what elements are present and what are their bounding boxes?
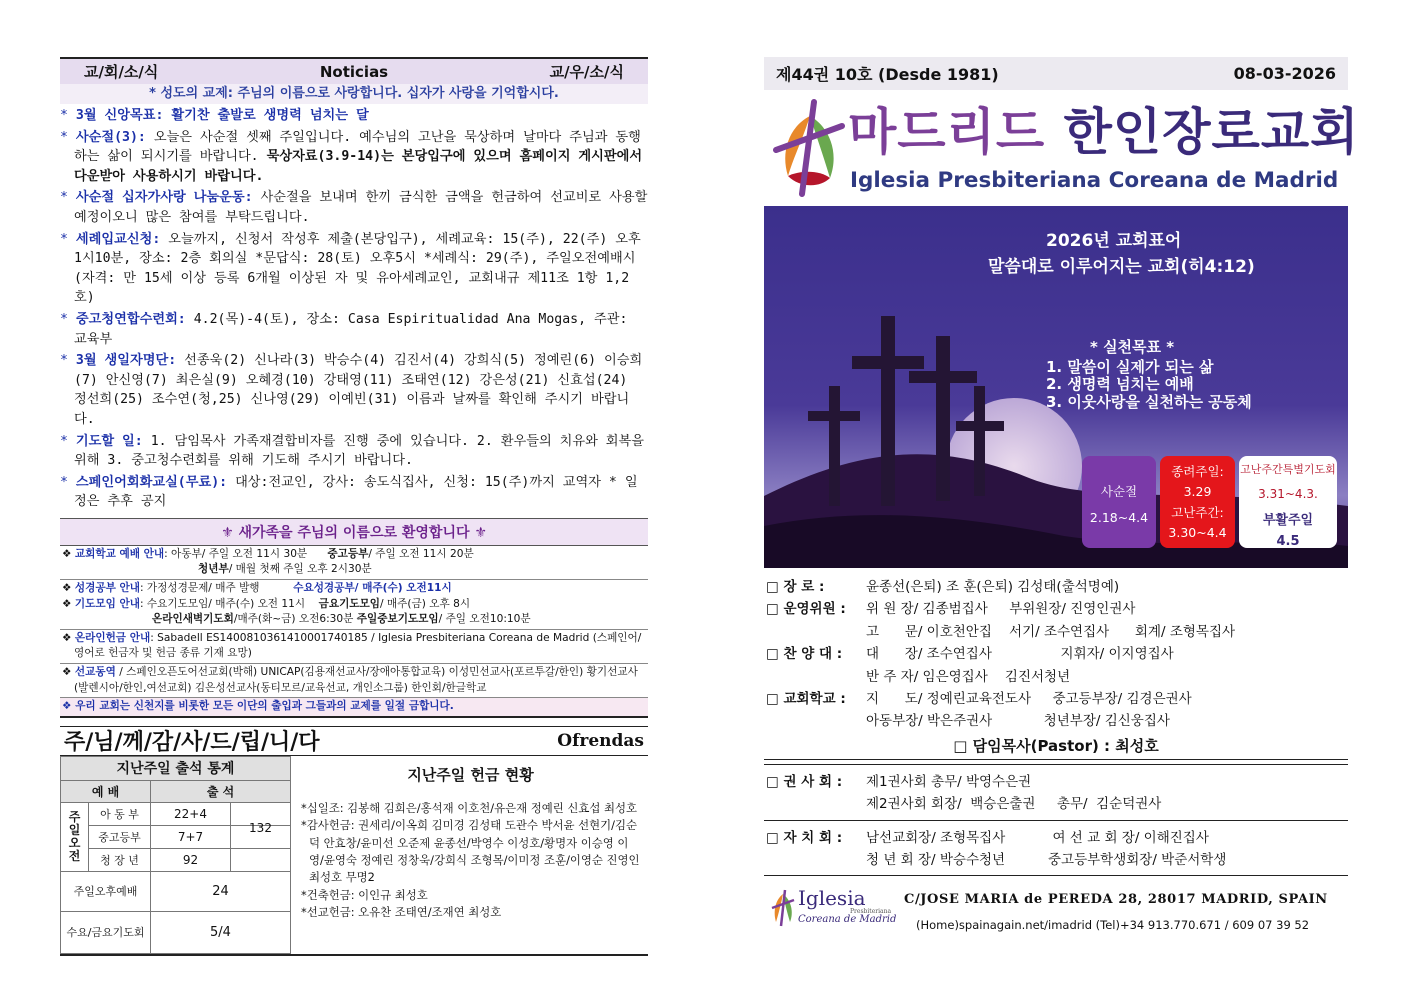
- offering-line: *감사헌금: 권세리/이옥희 김미경 김성태 도관수 박서윤 선현기/김순덕 안효창/윤미선 오준제 윤종선/박영수 이성호/황명자 이승영 이영/윤영숙 정예린 정창욱/강희식 조형목/이미정 조훈/이영순 진영인 최성호 무명2: [301, 818, 640, 885]
- motto-text: 말씀대로 이루어지는 교회(히4:12): [988, 257, 1255, 277]
- news-item: * 스페인어회화교실(무료): 대상:전교인, 강사: 송도식집사, 신청: 15(주)까지 교역자 * 일정은 추후 공지: [60, 474, 638, 510]
- online-offering-info: ❖ 온라인헌금 안내: Sabadell ES1400810361410001740185 / Iglesia Presbiteriana Coreana de Madrid (스페인어/영어로 헌금자 및 헌금 종류 기재 요망): [60, 630, 648, 664]
- notices-header: [60, 57, 648, 84]
- news-item: * 세례입교신청: 오늘까지, 신청서 작성후 제출(본당입구), 세례교육: 15(주), 22(주) 오후1시10분, 장소: 2층 회의실 *문답식: 28(토) 오후5시 *세례식: 29(주), 주일오전예배시 (자격: 만 15세 이상 등록 6개월 이상된 자 및 유아세례교인, 교회내규 제11조 1항 1,2호): [60, 231, 641, 306]
- staff-row: □ 장 로 : 윤종선(은퇴) 조 훈(은퇴) 김성태(출석명예): [766, 579, 1120, 595]
- offering-title: 지난주일 헌금 현황: [407, 765, 534, 784]
- news-item: * 기도할 일: 1. 담임목사 가족재결합비자를 진행 중에 있습니다. 2. 환우들의 치유와 회복을 위해 3. 중고청수련회를 위해 기도해 주시기 바랍니다.: [60, 433, 645, 469]
- goals-title: * 실천목표 *: [1090, 338, 1175, 356]
- offering-line: *선교헌금: 오유찬 조태연/조재연 최성호: [301, 905, 502, 920]
- goal-item: 3. 이웃사랑을 실천하는 공동체: [1046, 393, 1252, 411]
- goal-item: 1. 말씀이 실제가 되는 삶: [1046, 358, 1214, 376]
- news-item: * 3월 신앙목표: 활기찬 출발로 생명력 넘치는 달: [60, 108, 369, 123]
- fellowship-verse: * 성도의 교제: 주님의 이름으로 사랑합니다. 십자가 사랑을 기억합시다.: [60, 84, 648, 104]
- offering-line: *십일조: 김봉해 김희은/홍석재 이호천/유은재 정예린 신효섭 최성호: [301, 800, 638, 815]
- school-info: ❖ 교회학교 예배 안내: 아동부/ 주일 오전 11시 30분 중고등부/ 주일 오전 11시 20분 청년부/ 매월 첫째 주일 오후 2시30분: [60, 546, 648, 580]
- left-page: [60, 57, 648, 956]
- church-name-spanish: Iglesia Presbiteriana Coreana de Madrid: [850, 168, 1339, 193]
- news-list: [60, 106, 648, 512]
- staff-row: □ 찬 양 대 : 대 장/ 조수연집사 지휘자/ 이지영집사: [766, 646, 1174, 663]
- sunday-morning-label: 주일오전: [61, 802, 89, 871]
- info-section: [60, 546, 648, 718]
- news-item: * 사순절 십자가사랑 나눔운동: 사순절을 보내며 한끼 금식한 금액을 헌금하여 선교비로 사용할 예정이오니 많은 참여를 부탁드립니다.: [60, 190, 648, 225]
- mission-info: ❖ 선교동역 / 스페인오픈도어선교회(박해) UNICAP(김용재선교사/장애아통합교육) 이성민선교사(포르투갈/한인) 황기선교사(발렌시아/한인,여선교회) 김은성선교사(동티모르/교육선교, 개인소그룹) 한인회/한글학교: [60, 664, 648, 698]
- staff-section: □ 장 로 : 윤종선(은퇴) 조 훈(은퇴) 김성태(출석명예) □ 운영위원 : 위 원 장/ 김종범집사 부위원장/ 진영인권사 고 문/ 이호천안집 서기/ 조수연집사 회계/ 조형목집사 □ 찬 양 대 : 대 장/ 조수연집사 지휘자/ 이지영집사 반 주 자/ 임은영집사 김진서청년 □ 교회학교 : 지 도/ 정예린교육전도사 중고등부장/ 김경은권사 아동부장/ 박은주권사 청년부장/ 김신웅집사 □ 담임목사(Pastor) : 최성호: [764, 570, 1348, 765]
- header-center: Noticias: [319, 62, 389, 81]
- header-left: 교/회/소/식: [84, 63, 159, 81]
- thanks-title: 주/님/께/감/사/드/립/니/다: [64, 729, 320, 756]
- church-logo-icon: [770, 96, 850, 200]
- welcome-banner: ⚜ 새가족을 주님의 이름으로 환영합니다 ⚜: [60, 518, 648, 546]
- lent-box: 사순절 2.18~4.4: [1082, 456, 1156, 548]
- staff-row: □ 교회학교 : 지 도/ 정예린교육전도사 중고등부장/ 김경은권사: [766, 691, 1192, 708]
- ofrendas-title: Ofrendas: [557, 730, 644, 751]
- goal-item: 2. 생명력 넘치는 예배: [1046, 375, 1194, 393]
- senior-pastor: □ 담임목사(Pastor) : 최성호: [764, 733, 1348, 760]
- news-item: * 사순절(3): 오늘은 사순절 셋째 주일입니다. 예수님의 고난을 묵상하며 날마다 주님과 동행하는 삶이 되시기를 바랍니다. 묵상자료(3.9-14)는 본당입구에 있으며 홈페이지 게시판에서 다운받아 사용하시기 바랍니다.: [60, 129, 643, 184]
- staff-row: □ 운영위원 : 위 원 장/ 김종범집사 부위원장/ 진영인권사: [766, 601, 1136, 618]
- selfgov-section: □ 자 치 회 : 남선교회장/ 조형목집사 여 선 교 회 장/ 이해진집사 청 년 회 장/ 박승수청년 중고등부학생회장/ 박준서학생: [764, 823, 1348, 877]
- offering-section: [60, 756, 648, 956]
- offering-header: [60, 726, 648, 756]
- easter-box: 고난주간특별기도회 3.31~4.3. 부활주일 4.5: [1239, 456, 1337, 548]
- motto-year: 2026년 교회표어: [1046, 231, 1182, 251]
- study-prayer-info: ❖ 성경공부 안내: 가정성경문제/ 매주 발행 수요성경공부/ 매주(수) 오전11시 ❖ 기도모임 안내: 수요기도모임/ 매주(수) 오전 11시 금요기도모임/ 매주(금) 오후 8시 온라인새벽기도회/매주(화~금) 오전6:30분 주일중보기도모임/ 주일 오전10:10분: [60, 580, 648, 630]
- issue-bar: [764, 57, 1348, 92]
- church-contact: (Home)spainagain.net/imadrid (Tel)+34 913.770.671 / 609 07 39 52: [916, 918, 1310, 933]
- masthead: [764, 92, 1360, 206]
- attendance-table: 지난주일 출석 통계 예 배 출 석 주일오전 아 동 부 22+4 중고등부 7+7 132 청 장 년 92 주일오후예배 24 수요/금요기도회 5/4: [60, 756, 291, 954]
- news-item: * 3월 생일자명단: 선종욱(2) 신나라(3) 박승수(4) 김진서(4) 강희식(5) 정예린(6) 이승희(7) 안신영(7) 최은실(9) 오혜경(10) 강태영(11) 조태연(12) 강은성(21) 신효섭(24) 정선희(25) 조수연(청,25) 신나영(29) 이예빈(31) 이름과 날짜를 확인해 주시기 바랍니다.: [60, 353, 643, 427]
- church-address: C/JOSE MARIA de PEREDA 28, 28017 MADRID, SPAIN: [904, 892, 1328, 908]
- church-name-korean: 마드리드 한인장로교회: [848, 103, 1360, 161]
- palm-sunday-box: 종려주일: 3.29 고난주간: 3.30~4.4: [1160, 456, 1235, 548]
- attendance-total: 132: [249, 820, 272, 835]
- offering-list: [291, 756, 648, 954]
- volume-number: 제44권 10호 (Desde 1981): [776, 65, 999, 84]
- news-item: * 중고청연합수련회: 4.2(목)-4(토), 장소: Casa Espiritualidad Ana Mogas, 주관: 교육부: [60, 311, 628, 347]
- header-right: 교/우/소/식: [549, 63, 624, 81]
- footer: Iglesia Presbiteriana Coreana de Madrid C/JOSE MARIA de PEREDA 28, 28017 MADRID, SPAIN (Home)spainagain.net/imadrid (Tel)+34 913.770.671 / 609 07 39 52: [764, 876, 1348, 952]
- heresy-prohibition: ❖ 우리 교회는 신천지를 비롯한 모든 이단의 출입과 그들과의 교제를 일절 금합니다.: [60, 698, 648, 718]
- offering-line: *건축헌금: 이인규 최성호: [301, 887, 428, 902]
- motto-banner: [764, 206, 1348, 568]
- right-page: [764, 57, 1360, 952]
- issue-date: 08-03-2026: [1233, 64, 1336, 83]
- deaconess-section: □ 권 사 회 : 제1권사회 총무/ 박영수은권 제2권사회 회장/ 백승은출권 총무/ 김순덕권사: [764, 767, 1348, 821]
- footer-logo-icon: [770, 888, 796, 928]
